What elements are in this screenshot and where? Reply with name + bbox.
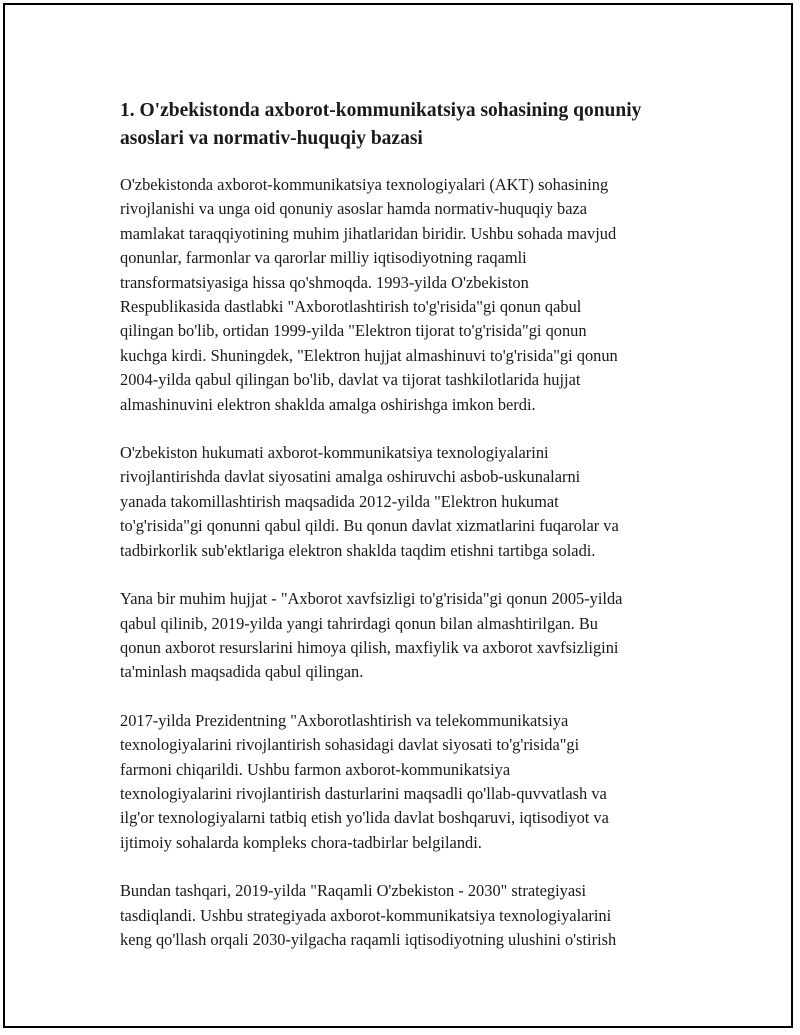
text-line: qonun axborot resurslarini himoya qilish, maxfiylik va axborot xavfsizligini: [120, 637, 619, 657]
text-line: rivojlanishi va unga oid qonuniy asoslar hamda normativ-huquqiy baza: [120, 199, 588, 219]
text-line: 2004-yilda qabul qilingan bo'lib, davlat va tijorat tashkilotlarida hujjat: [120, 370, 581, 390]
text-line: tasdiqlandi. Ushbu strategiyada axborot-kommunikatsiya texnologiyalarini: [120, 905, 612, 925]
text-line: qabul qilinib, 2019-yilda yangi tahrirdagi qonun bilan almashtirilgan. Bu: [120, 613, 598, 633]
heading-line: 1. O'zbekistonda axborot-kommunikatsiya sohasining qonuniy: [120, 100, 642, 121]
text-line: O'zbekistonda axborot-kommunikatsiya texnologiyalari (AKT) sohasining: [120, 175, 609, 194]
text-line: ijtimoiy sohalarda kompleks chora-tadbirlar belgilandi.: [120, 832, 482, 852]
paragraph: [120, 173, 700, 417]
text-line: tadbirkorlik sub'ektlariga elektron shaklda taqdim etishni tartibga soladi.: [120, 540, 596, 560]
paragraph: [120, 879, 700, 952]
text-line: to'g'risida"gi qonunni qabul qildi. Bu qonun davlat xizmatlarini fuqarolar va: [120, 516, 619, 536]
text-line: mamlakat taraqqiyotining muhim jihatlaridan biridir. Ushbu sohada mavjud: [120, 223, 617, 243]
text-line: Respublikasida dastlabki "Axborotlashtirish to'g'risida"gi qonun qabul: [120, 297, 582, 317]
paragraph: [120, 709, 700, 855]
paragraph: [120, 587, 700, 685]
text-line: qonunlar, farmonlar va qarorlar milliy iqtisodiyotning raqamli: [120, 248, 527, 268]
heading-line: asoslari va normativ-huquqiy bazasi: [120, 128, 423, 149]
text-line: almashinuvini elektron shaklda amalga oshirishga imkon berdi.: [120, 394, 536, 414]
text-line: Bundan tashqari, 2019-yilda "Raqamli O'zbekiston - 2030" strategiyasi: [120, 881, 587, 901]
section-heading: [120, 97, 700, 153]
text-line: qilingan bo'lib, ortidan 1999-yilda "Elektron tijorat to'g'risida"gi qonun: [120, 321, 587, 341]
text-line: rivojlantirishda davlat siyosatini amalga oshiruvchi asbob-uskunalarni: [120, 467, 581, 487]
text-line: ta'minlash maqsadida qabul qilingan.: [120, 662, 364, 682]
document-page: [3, 3, 793, 1028]
paragraph: [120, 441, 700, 563]
text-line: ilg'or texnologiyalarni tatbiq etish yo'lida davlat boshqaruvi, iqtisodiyot va: [120, 808, 609, 828]
text-line: texnologiyalarini rivojlantirish sohasidagi davlat siyosati to'g'risida"gi: [120, 735, 580, 755]
text-line: keng qo'llash orqali 2030-yilgacha raqamli iqtisodiyotning ulushini o'stirish: [120, 929, 617, 949]
text-line: Yana bir muhim hujjat - "Axborot xavfsizligi to'g'risida"gi qonun 2005-yilda: [120, 589, 623, 609]
text-line: O'zbekiston hukumati axborot-kommunikatsiya texnologiyalarini: [120, 443, 549, 463]
text-line: 2017-yilda Prezidentning "Axborotlashtirish va telekommunikatsiya: [120, 710, 569, 730]
document-content: [120, 97, 700, 976]
text-line: texnologiyalarini rivojlantirish dasturlarini maqsadli qo'llab-quvvatlash va: [120, 783, 607, 803]
text-line: yanada takomillashtirish maqsadida 2012-yilda "Elektron hukumat: [120, 491, 559, 511]
text-line: kuchga kirdi. Shuningdek, "Elektron hujjat almashinuvi to'g'risida"gi qonun: [120, 345, 618, 365]
text-line: transformatsiyasiga hissa qo'shmoqda. 1993-yilda O'zbekiston: [120, 272, 529, 292]
text-line: farmoni chiqarildi. Ushbu farmon axborot-kommunikatsiya: [120, 759, 511, 779]
